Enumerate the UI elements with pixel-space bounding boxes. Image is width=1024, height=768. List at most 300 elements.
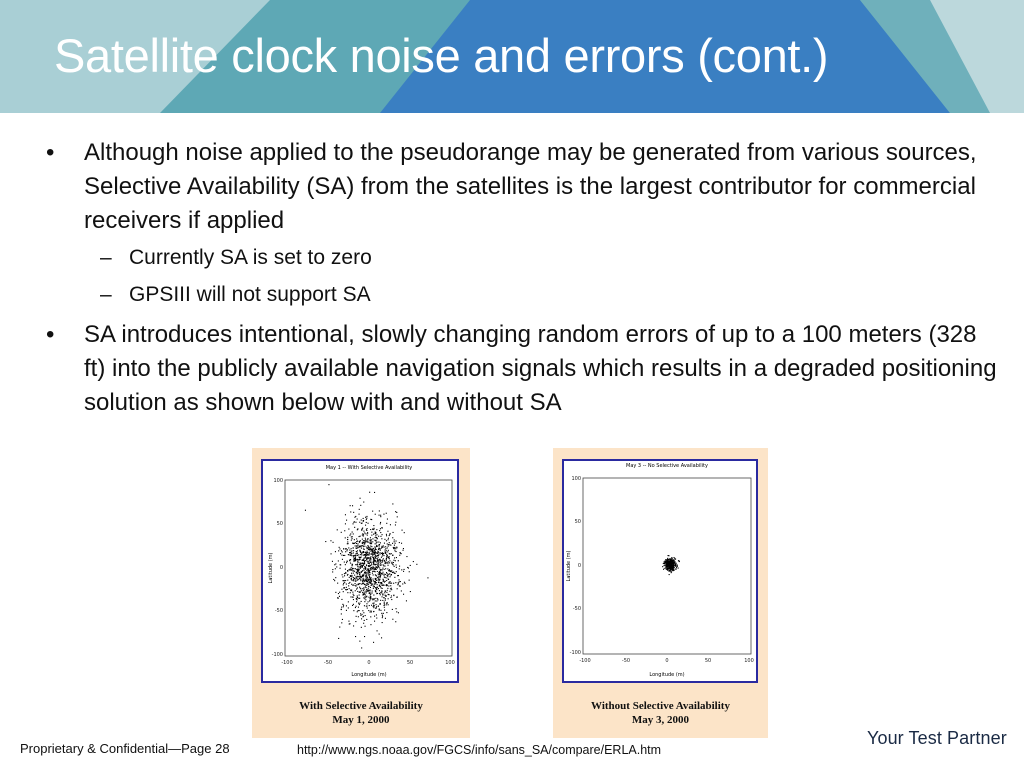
scatter-point: [359, 574, 360, 575]
scatter-point: [673, 569, 674, 570]
scatter-point: [343, 583, 344, 584]
scatter-point: [369, 549, 370, 550]
scatter-point: [373, 579, 374, 580]
y-axis-label: Latitude (m): [268, 552, 274, 584]
scatter-point: [677, 566, 678, 567]
scatter-point: [339, 596, 340, 597]
scatter-point: [382, 617, 383, 618]
scatter-point: [386, 612, 387, 613]
scatter-point: [345, 572, 346, 573]
scatter-point: [371, 546, 372, 547]
scatter-point: [348, 607, 349, 608]
scatter-point: [378, 588, 379, 589]
scatter-point: [384, 605, 385, 606]
scatter-point: [387, 531, 388, 532]
scatter-point: [376, 564, 377, 565]
scatter-point: [371, 542, 372, 543]
scatter-point: [663, 569, 664, 570]
scatter-point: [401, 569, 402, 570]
scatter-point: [363, 552, 364, 553]
scatter-point: [367, 591, 368, 592]
scatter-point: [388, 574, 389, 575]
scatter-point: [347, 549, 348, 550]
scatter-point: [382, 622, 383, 623]
scatter-point: [394, 550, 395, 551]
scatter-point: [393, 583, 394, 584]
scatter-point: [403, 571, 404, 572]
scatter-point: [665, 564, 666, 565]
scatter-point: [669, 574, 670, 575]
scatter-point: [369, 572, 370, 573]
scatter-point: [381, 587, 382, 588]
scatter-point: [396, 567, 397, 568]
scatter-point: [368, 523, 369, 524]
scatter-point: [667, 569, 668, 570]
scatter-point: [337, 583, 338, 584]
scatter-point: [350, 592, 351, 593]
scatter-point: [354, 578, 355, 579]
scatter-point: [344, 587, 345, 588]
scatter-point: [342, 551, 343, 552]
scatter-point: [392, 619, 393, 620]
scatter-point: [355, 585, 356, 586]
scatter-point: [349, 582, 350, 583]
scatter-point: [398, 582, 399, 583]
scatter-point: [386, 513, 387, 514]
scatter-point: [359, 592, 360, 593]
scatter-point: [370, 551, 371, 552]
scatter-point: [348, 583, 349, 584]
scatter-point: [360, 615, 361, 616]
scatter-point: [383, 565, 384, 566]
scatter-point: [372, 573, 373, 574]
scatter-point: [362, 545, 363, 546]
scatter-point: [379, 544, 380, 545]
scatter-point: [341, 622, 342, 623]
scatter-point: [376, 614, 377, 615]
scatter-point: [380, 576, 381, 577]
scatter-point: [338, 593, 339, 594]
scatter-point: [664, 561, 665, 562]
scatter-point: [358, 607, 359, 608]
scatter-point: [341, 589, 342, 590]
scatter-point: [378, 536, 379, 537]
scatter-point: [380, 570, 381, 571]
scatter-point: [337, 597, 338, 598]
scatter-point: [351, 575, 352, 576]
scatter-point: [380, 554, 381, 555]
scatter-point: [353, 522, 354, 523]
scatter-point: [346, 587, 347, 588]
scatter-point: [362, 539, 363, 540]
scatter-point: [371, 535, 372, 536]
scatter-point: [361, 545, 362, 546]
scatter-point: [367, 532, 368, 533]
scatter-point: [677, 565, 678, 566]
scatter-point: [399, 566, 400, 567]
scatter-point: [368, 542, 369, 543]
scatter-point: [390, 554, 391, 555]
scatter-point: [372, 511, 373, 512]
scatter-point: [340, 564, 341, 565]
scatter-point: [345, 551, 346, 552]
scatter-point: [675, 568, 676, 569]
scatter-point: [367, 608, 368, 609]
scatter-point: [370, 598, 371, 599]
scatter-point: [376, 546, 377, 547]
scatter-point: [353, 573, 354, 574]
scatter-point: [367, 542, 368, 543]
scatter-point: [400, 581, 401, 582]
scatter-point: [350, 569, 351, 570]
scatter-point: [359, 576, 360, 577]
scatter-point: [357, 576, 358, 577]
scatter-point: [391, 599, 392, 600]
scatter-point: [374, 584, 375, 585]
scatter-point: [347, 570, 348, 571]
scatter-point: [366, 585, 367, 586]
scatter-point: [403, 548, 404, 549]
scatter-point: [387, 576, 388, 577]
scatter-point: [379, 546, 380, 547]
scatter-point: [345, 514, 346, 515]
scatter-point: [357, 543, 358, 544]
scatter-point: [380, 594, 381, 595]
scatter-point: [340, 553, 341, 554]
scatter-point: [382, 600, 383, 601]
scatter-point: [348, 621, 349, 622]
scatter-point: [368, 555, 369, 556]
scatter-point: [375, 568, 376, 569]
scatter-point: [383, 545, 384, 546]
scatter-point: [416, 564, 417, 565]
scatter-point: [404, 569, 405, 570]
scatter-point: [672, 558, 673, 559]
scatter-point: [375, 551, 376, 552]
scatter-point: [378, 562, 379, 563]
scatter-point: [395, 511, 396, 512]
scatter-point: [366, 583, 367, 584]
scatter-point: [368, 588, 369, 589]
scatter-point: [674, 565, 675, 566]
scatter-point: [386, 560, 387, 561]
scatter-point: [386, 534, 387, 535]
scatter-point: [385, 568, 386, 569]
scatter-point: [382, 572, 383, 573]
sub-bullet-marker: –: [100, 246, 112, 269]
scatter-point: [378, 563, 379, 564]
scatter-point: [372, 603, 373, 604]
scatter-point: [383, 613, 384, 614]
scatter-point: [344, 562, 345, 563]
scatter-point: [373, 525, 374, 526]
scatter-point: [386, 558, 387, 559]
scatter-point: [368, 597, 369, 598]
scatter-point: [397, 516, 398, 517]
scatter-point: [390, 581, 391, 582]
scatter-point: [362, 535, 363, 536]
scatter-point: [376, 593, 377, 594]
scatter-point: [370, 540, 371, 541]
scatter-point: [365, 554, 366, 555]
scatter-point: [673, 567, 674, 568]
scatter-point: [381, 592, 382, 593]
scatter-point: [375, 561, 376, 562]
scatter-point: [368, 590, 369, 591]
scatter-point: [355, 579, 356, 580]
scatter-point: [353, 577, 354, 578]
scatter-point: [332, 561, 333, 562]
scatter-point: [339, 548, 340, 549]
scatter-point: [358, 579, 359, 580]
scatter-point: [394, 557, 395, 558]
plot-without-sa: [553, 448, 768, 684]
scatter-point: [361, 572, 362, 573]
scatter-point: [390, 583, 391, 584]
scatter-point: [369, 560, 370, 561]
scatter-point: [363, 568, 364, 569]
scatter-point: [665, 562, 666, 563]
scatter-point: [359, 572, 360, 573]
scatter-point: [342, 574, 343, 575]
scatter-point: [363, 597, 364, 598]
scatter-point: [366, 529, 367, 530]
scatter-point: [392, 503, 393, 504]
scatter-point: [366, 519, 367, 520]
scatter-point: [394, 539, 395, 540]
scatter-point: [396, 571, 397, 572]
scatter-point: [362, 565, 363, 566]
scatter-point: [350, 555, 351, 556]
scatter-point: [370, 561, 371, 562]
scatter-point: [395, 524, 396, 525]
scatter-point: [350, 533, 351, 534]
scatter-point: [382, 593, 383, 594]
x-tick-label: 50: [406, 660, 414, 666]
scatter-point: [373, 607, 374, 608]
scatter-point: [391, 583, 392, 584]
scatter-point: [391, 553, 392, 554]
figure-with-sa: [252, 448, 470, 738]
scatter-point: [368, 568, 369, 569]
scatter-point: [357, 564, 358, 565]
scatter-point: [396, 557, 397, 558]
scatter-point: [338, 638, 339, 639]
scatter-point: [351, 567, 352, 568]
scatter-point: [352, 543, 353, 544]
scatter-point: [664, 568, 665, 569]
scatter-point: [375, 548, 376, 549]
scatter-point: [357, 595, 358, 596]
scatter-point: [355, 583, 356, 584]
scatter-point: [357, 529, 358, 530]
scatter-point: [355, 580, 356, 581]
scatter-point: [353, 555, 354, 556]
scatter-point: [385, 548, 386, 549]
scatter-point: [395, 522, 396, 523]
scatter-point: [368, 579, 369, 580]
scatter-point: [352, 592, 353, 593]
scatter-point: [353, 550, 354, 551]
scatter-point: [349, 554, 350, 555]
scatter-point: [370, 599, 371, 600]
scatter-point: [364, 636, 365, 637]
scatter-point: [344, 582, 345, 583]
scatter-point: [325, 541, 326, 542]
scatter-point: [382, 554, 383, 555]
scatter-point: [361, 601, 362, 602]
scatter-point: [360, 551, 361, 552]
y-tick-label: -50: [274, 608, 283, 614]
scatter-point: [365, 557, 366, 558]
scatter-point: [373, 588, 374, 589]
scatter-point: [367, 539, 368, 540]
scatter-point: [371, 554, 372, 555]
scatter-point: [398, 575, 399, 576]
scatter-point: [353, 625, 354, 626]
scatter-point: [674, 562, 675, 563]
scatter-point: [366, 596, 367, 597]
scatter-point: [332, 569, 333, 570]
scatter-point: [407, 567, 408, 568]
brand-tagline: Your Test Partner: [867, 728, 1007, 748]
scatter-point: [406, 600, 407, 601]
scatter-point: [359, 509, 360, 510]
scatter-point: [363, 565, 364, 566]
scatter-point: [388, 539, 389, 540]
scatter-point: [382, 560, 383, 561]
scatter-point: [342, 576, 343, 577]
scatter-point: [368, 610, 369, 611]
scatter-point: [386, 540, 387, 541]
scatter-point: [369, 562, 370, 563]
scatter-point: [356, 543, 357, 544]
scatter-point: [374, 492, 375, 493]
scatter-point: [372, 552, 373, 553]
scatter-point: [369, 574, 370, 575]
source-url[interactable]: http://www.ngs.noaa.gov/FGCS/info/sans_SA/compare/ERLA.htm: [297, 743, 662, 757]
scatter-point: [380, 536, 381, 537]
scatter-point: [365, 525, 366, 526]
scatter-point: [387, 519, 388, 520]
scatter-point: [401, 590, 402, 591]
scatter-point: [399, 555, 400, 556]
scatter-point: [369, 605, 370, 606]
scatter-point: [383, 514, 384, 515]
scatter-point: [369, 577, 370, 578]
scatter-point: [403, 594, 404, 595]
plot-title: May 3 -- No Selective Availability: [626, 463, 708, 469]
scatter-point: [359, 522, 360, 523]
scatter-point: [356, 555, 357, 556]
scatter-point: [389, 573, 390, 574]
scatter-point: [375, 583, 376, 584]
scatter-point: [355, 558, 356, 559]
x-tick-label: 50: [704, 658, 712, 664]
scatter-point: [378, 574, 379, 575]
scatter-point: [396, 512, 397, 513]
scatter-point: [383, 584, 384, 585]
scatter-point: [357, 591, 358, 592]
scatter-point: [347, 580, 348, 581]
scatter-point: [386, 595, 387, 596]
figure-caption-line1: Without Selective Availability: [591, 700, 730, 712]
scatter-point: [352, 597, 353, 598]
scatter-point: [358, 603, 359, 604]
scatter-point: [368, 563, 369, 564]
scatter-point: [364, 598, 365, 599]
scatter-point: [370, 612, 371, 613]
scatter-point: [357, 573, 358, 574]
scatter-point: [400, 553, 401, 554]
scatter-point: [389, 535, 390, 536]
scatter-point: [387, 543, 388, 544]
bullet-item: [46, 136, 977, 234]
scatter-point: [381, 583, 382, 584]
scatter-point: [361, 529, 362, 530]
scatter-point: [385, 550, 386, 551]
scatter-point: [347, 589, 348, 590]
scatter-point: [375, 564, 376, 565]
scatter-point: [390, 576, 391, 577]
scatter-point: [390, 585, 391, 586]
scatter-point: [330, 540, 331, 541]
scatter-point: [365, 626, 366, 627]
scatter-point: [360, 588, 361, 589]
scatter-point: [338, 550, 339, 551]
scatter-point: [373, 529, 374, 530]
scatter-point: [364, 563, 365, 564]
scatter-point: [356, 601, 357, 602]
scatter-point: [382, 534, 383, 535]
scatter-point: [381, 557, 382, 558]
scatter-point: [376, 556, 377, 557]
scatter-point: [404, 582, 405, 583]
scatter-point: [392, 564, 393, 565]
scatter-point: [379, 560, 380, 561]
scatter-point: [351, 540, 352, 541]
scatter-point: [375, 549, 376, 550]
scatter-point: [372, 557, 373, 558]
scatter-point: [366, 606, 367, 607]
scatter-point: [670, 567, 671, 568]
scatter-point: [339, 547, 340, 548]
scatter-point: [346, 610, 347, 611]
x-tick-label: -100: [579, 658, 591, 664]
scatter-point: [384, 566, 385, 567]
scatter-point: [378, 564, 379, 565]
scatter-point: [347, 574, 348, 575]
scatter-point: [371, 532, 372, 533]
scatter-point: [346, 584, 347, 585]
scatter-point: [386, 603, 387, 604]
scatter-point: [358, 562, 359, 563]
scatter-point: [363, 534, 364, 535]
scatter-point: [353, 548, 354, 549]
scatter-point: [358, 554, 359, 555]
scatter-point: [363, 583, 364, 584]
scatter-point: [365, 575, 366, 576]
scatter-point: [360, 568, 361, 569]
scatter-point: [374, 553, 375, 554]
scatter-point: [372, 591, 373, 592]
scatter-point: [366, 555, 367, 556]
scatter-point: [365, 586, 366, 587]
scatter-point: [387, 551, 388, 552]
scatter-point: [380, 552, 381, 553]
scatter-point: [377, 577, 378, 578]
scatter-point: [378, 579, 379, 580]
